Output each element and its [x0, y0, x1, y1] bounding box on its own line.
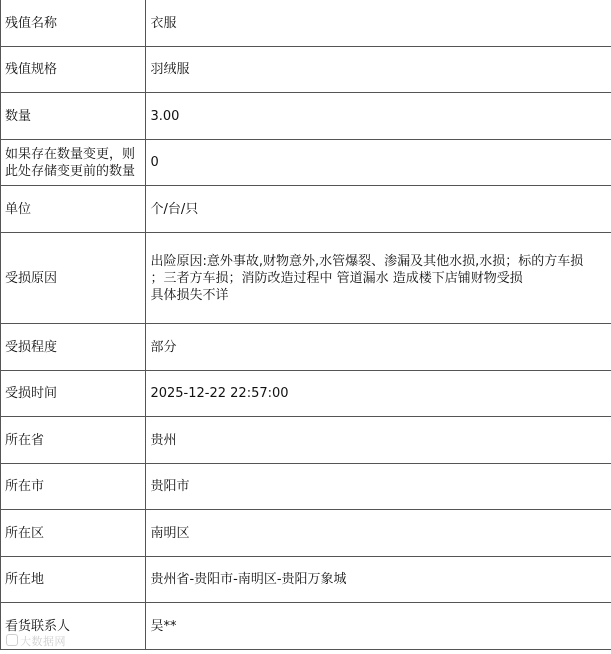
field-value: 贵州省-贵阳市-南明区-贵阳万象城	[146, 557, 611, 603]
field-label: 所在区	[1, 510, 146, 557]
table-row	[1, 603, 611, 650]
field-value	[146, 233, 611, 324]
table-row	[1, 47, 611, 93]
damage-reason-line: 出险原因:意外事故,财物意外,水管爆裂、渗漏及其他水损,水损；标的方车损	[150, 253, 584, 269]
table-row	[1, 186, 611, 233]
field-label: 数量	[1, 93, 146, 140]
table-row	[1, 140, 611, 186]
field-value: 衣服	[146, 0, 611, 47]
table-row	[1, 93, 611, 140]
field-label: 残值名称	[1, 0, 146, 47]
damage-reason-line: 具体损失不详	[150, 287, 229, 303]
field-label: 所在省	[1, 417, 146, 464]
table-row	[1, 557, 611, 603]
field-value: 部分	[146, 324, 611, 371]
field-value: 3.00	[146, 93, 611, 140]
table-row	[1, 324, 611, 371]
field-label: 受损时间	[1, 371, 146, 417]
field-label: 如果存在数量变更，则此处存储变更前的数量	[1, 140, 146, 186]
field-label: 看货联系人	[1, 603, 146, 650]
table-row	[1, 371, 611, 417]
field-value: 个/台/只	[146, 186, 611, 233]
field-label: 所在地	[1, 557, 146, 603]
field-value: 2025-12-22 22:57:00	[146, 371, 611, 417]
watermark-text: 大数据网	[20, 635, 66, 648]
field-value: 贵阳市	[146, 464, 611, 510]
field-value: 吴**	[146, 603, 611, 650]
field-value: 贵州	[146, 417, 611, 464]
table-row	[1, 233, 611, 324]
field-value: 南明区	[146, 510, 611, 557]
table-row	[1, 464, 611, 510]
damage-reason-line: ；三者方车损；消防改造过程中 管道漏水 造成楼下店铺财物受损	[150, 270, 523, 286]
field-label: 所在市	[1, 464, 146, 510]
field-value: 0	[146, 140, 611, 186]
field-label: 受损原因	[1, 233, 146, 324]
field-value: 羽绒服	[146, 47, 611, 93]
table-row	[1, 510, 611, 557]
table-row	[1, 417, 611, 464]
field-label: 单位	[1, 186, 146, 233]
table-row	[1, 0, 611, 47]
field-label: 受损程度	[1, 324, 146, 371]
field-label: 残值规格	[1, 47, 146, 93]
